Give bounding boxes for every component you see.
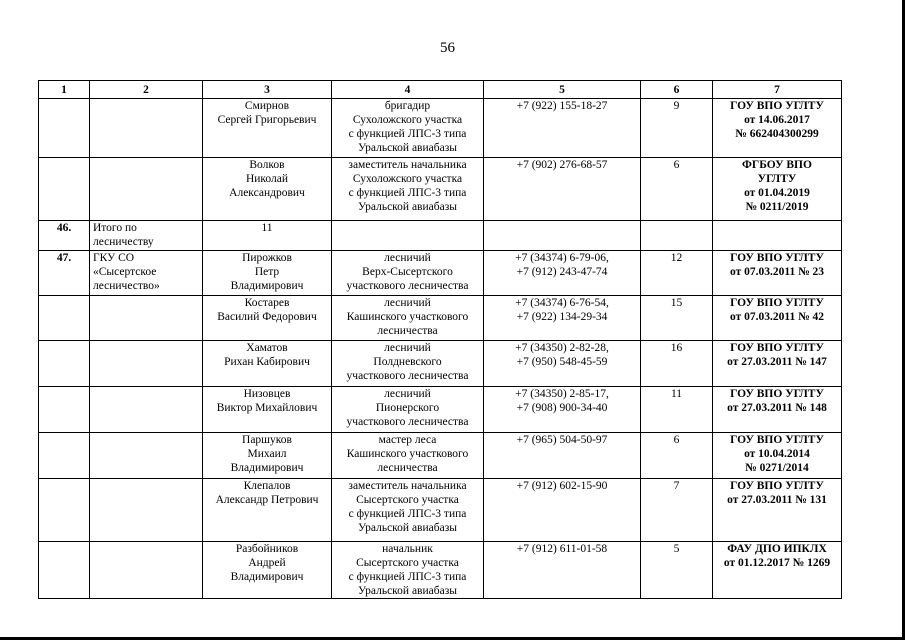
cell-position-line: с функцией ЛПС-3 типа [348, 128, 467, 140]
cell-document [713, 341, 842, 387]
cell-organization [90, 479, 203, 542]
cell-count: 5 [641, 542, 713, 599]
cell-document-line: ГОУ ВПО УГЛТУ [730, 252, 824, 264]
table-row [39, 433, 842, 479]
cell-employee-name-line: Петр [254, 266, 280, 278]
table-row [39, 341, 842, 387]
cell-position-line: мастер леса [378, 434, 437, 446]
cell-document-line: ГОУ ВПО УГЛТУ [730, 342, 824, 354]
column-header: 2 [90, 81, 203, 99]
cell-phone-line: +7 (912) 602-15-90 [516, 480, 608, 492]
cell-phone-line: +7 (922) 155-18-27 [516, 100, 608, 112]
cell-employee-name-line: Костарев [244, 297, 290, 309]
cell-position-line: Уральской авиабазы [358, 142, 457, 154]
cell-employee-name-line: Пирожков [242, 252, 292, 264]
cell-position [332, 479, 484, 542]
cell-employee-name-line: Владимирович [230, 571, 304, 583]
cell-organization [90, 251, 203, 296]
cell-document-line: № 662404300299 [735, 128, 819, 140]
cell-document-line: от 27.03.2011 № 131 [727, 494, 827, 506]
cell-document [713, 387, 842, 433]
table-row [39, 296, 842, 341]
cell-document-line: № 0211/2019 [745, 201, 809, 213]
cell-position-line: Верх-Сысертского [362, 266, 453, 278]
cell-document-line: от 27.03.2011 № 147 [727, 356, 827, 368]
cell-phone [484, 296, 641, 341]
cell-position-line: с функцией ЛПС-3 типа [348, 571, 467, 583]
cell-organization [90, 296, 203, 341]
cell-phone-line: +7 (908) 900-34-40 [516, 402, 608, 414]
cell-phone-line: +7 (950) 548-45-59 [516, 356, 608, 368]
cell-position [332, 251, 484, 296]
page-number: 56 [440, 40, 455, 56]
cell-employee-name-line: Разбойников [235, 543, 299, 555]
cell-position-line: участкового лесничества [346, 280, 469, 292]
cell-document-line: ГОУ ВПО УГЛТУ [730, 480, 824, 492]
cell-organization-line: лесничество» [93, 280, 160, 292]
table-row [39, 158, 842, 221]
cell-position-line: с функцией ЛПС-3 типа [348, 187, 467, 199]
cell-document [713, 158, 842, 221]
cell-number [39, 433, 90, 479]
cell-employee-name [203, 387, 332, 433]
cell-position-line: лесничий [384, 342, 431, 354]
cell-organization [90, 387, 203, 433]
cell-phone [484, 341, 641, 387]
cell-position [332, 341, 484, 387]
cell-position-line: заместитель начальника [348, 159, 467, 171]
cell-phone-line: +7 (34350) 2-82-28, [515, 342, 609, 354]
cell-position-line: Уральской авиабазы [358, 585, 457, 597]
cell-count: 15 [641, 296, 713, 341]
cell-position-line: Полдневского [373, 356, 442, 368]
cell-phone [484, 433, 641, 479]
cell-organization-line: ГКУ СО [93, 252, 135, 264]
cell-position-line: Кашинского участкового [346, 448, 469, 460]
cell-phone-line: +7 (34350) 2-85-17, [515, 388, 609, 400]
cell-position [332, 296, 484, 341]
column-header: 1 [39, 81, 90, 99]
cell-phone [484, 479, 641, 542]
cell-count [641, 221, 713, 251]
cell-employee-name-line: Рихан Кабирович [224, 356, 310, 368]
cell-count: 11 [641, 387, 713, 433]
cell-phone [484, 387, 641, 433]
cell-count: 6 [641, 433, 713, 479]
cell-number: 47. [39, 251, 90, 296]
cell-organization [90, 341, 203, 387]
cell-phone [484, 158, 641, 221]
cell-position-line: лесничий [384, 297, 431, 309]
cell-document [713, 221, 842, 251]
cell-count: 7 [641, 479, 713, 542]
table-row [39, 479, 842, 542]
cell-employee-name [203, 433, 332, 479]
cell-phone-line: +7 (34374) 6-76-54, [515, 297, 609, 309]
cell-employee-name-line: Александрович [229, 187, 305, 199]
cell-employee-name-line: Владимирович [230, 462, 304, 474]
cell-document-line: ГОУ ВПО УГЛТУ [730, 297, 824, 309]
cell-employee-name-line: Паршуков [242, 434, 292, 446]
cell-phone-line: +7 (912) 243-47-74 [516, 266, 608, 278]
cell-position-line: Сысертского участка [356, 494, 459, 506]
cell-phone-line: +7 (902) 276-68-57 [516, 159, 608, 171]
column-header: 6 [641, 81, 713, 99]
cell-position-line: Пионерского [375, 402, 440, 414]
cell-employee-name [203, 542, 332, 599]
table-row [39, 542, 842, 599]
cell-document-line: ГОУ ВПО УГЛТУ [730, 388, 824, 400]
cell-position [332, 158, 484, 221]
table-header-row [39, 81, 842, 99]
cell-position-line: Уральской авиабазы [358, 522, 457, 534]
cell-number [39, 387, 90, 433]
column-header: 3 [203, 81, 332, 99]
cell-employee-name-line: Михаил [247, 448, 287, 460]
cell-position-line: лесничий [384, 252, 431, 264]
cell-document [713, 251, 842, 296]
table-row [39, 251, 842, 296]
cell-employee-name-line: Александр Петрович [215, 494, 319, 506]
cell-document-line: от 01.12.2017 № 1269 [723, 557, 831, 569]
cell-position-line: с функцией ЛПС-3 типа [348, 508, 467, 520]
cell-employee-name [203, 158, 332, 221]
cell-document [713, 479, 842, 542]
cell-phone [484, 542, 641, 599]
column-header: 7 [713, 81, 842, 99]
cell-number: 46. [39, 221, 90, 251]
cell-organization-line: «Сысертское [93, 266, 157, 278]
cell-position [332, 387, 484, 433]
column-header: 4 [332, 81, 484, 99]
cell-document [713, 542, 842, 599]
cell-document-line: ГОУ ВПО УГЛТУ [730, 434, 824, 446]
cell-document-line: ГОУ ВПО УГЛТУ [730, 100, 824, 112]
cell-document-line: от 10.04.2014 [744, 448, 810, 460]
column-header: 5 [484, 81, 641, 99]
cell-organization-line: Итого по [93, 222, 137, 234]
cell-document-line: от 27.03.2011 № 148 [727, 402, 827, 414]
cell-number [39, 158, 90, 221]
cell-employee-name [203, 251, 332, 296]
cell-position [332, 542, 484, 599]
staff-table [38, 80, 842, 599]
cell-phone-line: +7 (912) 611-01-58 [516, 543, 608, 555]
cell-employee-name-line: Смирнов [244, 100, 290, 112]
cell-count: 6 [641, 158, 713, 221]
cell-phone [484, 99, 641, 158]
cell-position-line: лесничий [384, 388, 431, 400]
table-row [39, 221, 842, 251]
cell-position-line: Сысертского участка [356, 557, 459, 569]
cell-document [713, 99, 842, 158]
cell-organization [90, 99, 203, 158]
cell-employee-name-line: Василий Федорович [217, 311, 317, 323]
cell-position-line: участкового лесничества [346, 370, 469, 382]
cell-employee-name-line: Хаматов [246, 342, 288, 354]
table-row [39, 387, 842, 433]
cell-position-line: лесничества [377, 325, 438, 337]
cell-count: 9 [641, 99, 713, 158]
cell-position-line: начальник [382, 543, 433, 555]
cell-document-line: от 01.04.2019 [744, 187, 810, 199]
cell-count: 12 [641, 251, 713, 296]
cell-position-line: лесничества [377, 462, 438, 474]
cell-employee-name [203, 479, 332, 542]
cell-organization [90, 221, 203, 251]
cell-position [332, 221, 484, 251]
cell-phone-line: +7 (965) 504-50-97 [516, 434, 608, 446]
cell-employee-name-line: 11 [261, 222, 273, 234]
cell-document-line: от 14.06.2017 [744, 114, 810, 126]
cell-employee-name-line: Низовцев [243, 388, 291, 400]
cell-count: 16 [641, 341, 713, 387]
cell-position-line: участкового лесничества [346, 416, 469, 428]
cell-organization [90, 158, 203, 221]
cell-phone [484, 251, 641, 296]
cell-employee-name-line: Волков [249, 159, 285, 171]
cell-document [713, 433, 842, 479]
cell-position [332, 99, 484, 158]
cell-employee-name [203, 296, 332, 341]
cell-employee-name-line: Сергей Григорьевич [217, 114, 317, 126]
cell-employee-name-line: Владимирович [230, 280, 304, 292]
cell-number [39, 542, 90, 599]
cell-employee-name-line: Николай [245, 173, 289, 185]
cell-document-line: УГЛТУ [757, 173, 797, 185]
cell-employee-name [203, 221, 332, 251]
cell-phone-line: +7 (34374) 6-79-06, [515, 252, 609, 264]
cell-document-line: № 0271/2014 [745, 462, 809, 474]
cell-position [332, 433, 484, 479]
cell-number [39, 296, 90, 341]
cell-number [39, 479, 90, 542]
cell-document-line: от 07.03.2011 № 23 [729, 266, 825, 278]
table-row [39, 99, 842, 158]
cell-position-line: заместитель начальника [348, 480, 467, 492]
cell-organization [90, 433, 203, 479]
cell-employee-name [203, 99, 332, 158]
cell-document [713, 296, 842, 341]
cell-employee-name-line: Андрей [248, 557, 286, 569]
cell-position-line: Сухоложского участка [352, 114, 463, 126]
cell-organization-line: лесничеству [93, 236, 154, 248]
cell-document-line: ФАУ ДПО ИПКЛХ [727, 543, 827, 555]
cell-document-line: от 07.03.2011 № 42 [729, 311, 825, 323]
cell-number [39, 341, 90, 387]
cell-position-line: бригадир [384, 100, 431, 112]
cell-number [39, 99, 90, 158]
cell-organization [90, 542, 203, 599]
cell-phone [484, 221, 641, 251]
cell-phone-line: +7 (922) 134-29-34 [516, 311, 608, 323]
cell-employee-name-line: Виктор Михайлович [216, 402, 318, 414]
cell-employee-name-line: Клепалов [243, 480, 291, 492]
cell-position-line: Сухоложского участка [352, 173, 463, 185]
cell-employee-name [203, 341, 332, 387]
cell-position-line: Уральской авиабазы [358, 201, 457, 213]
cell-document-line: ФГБОУ ВПО [742, 159, 812, 171]
cell-position-line: Кашинского участкового [346, 311, 469, 323]
